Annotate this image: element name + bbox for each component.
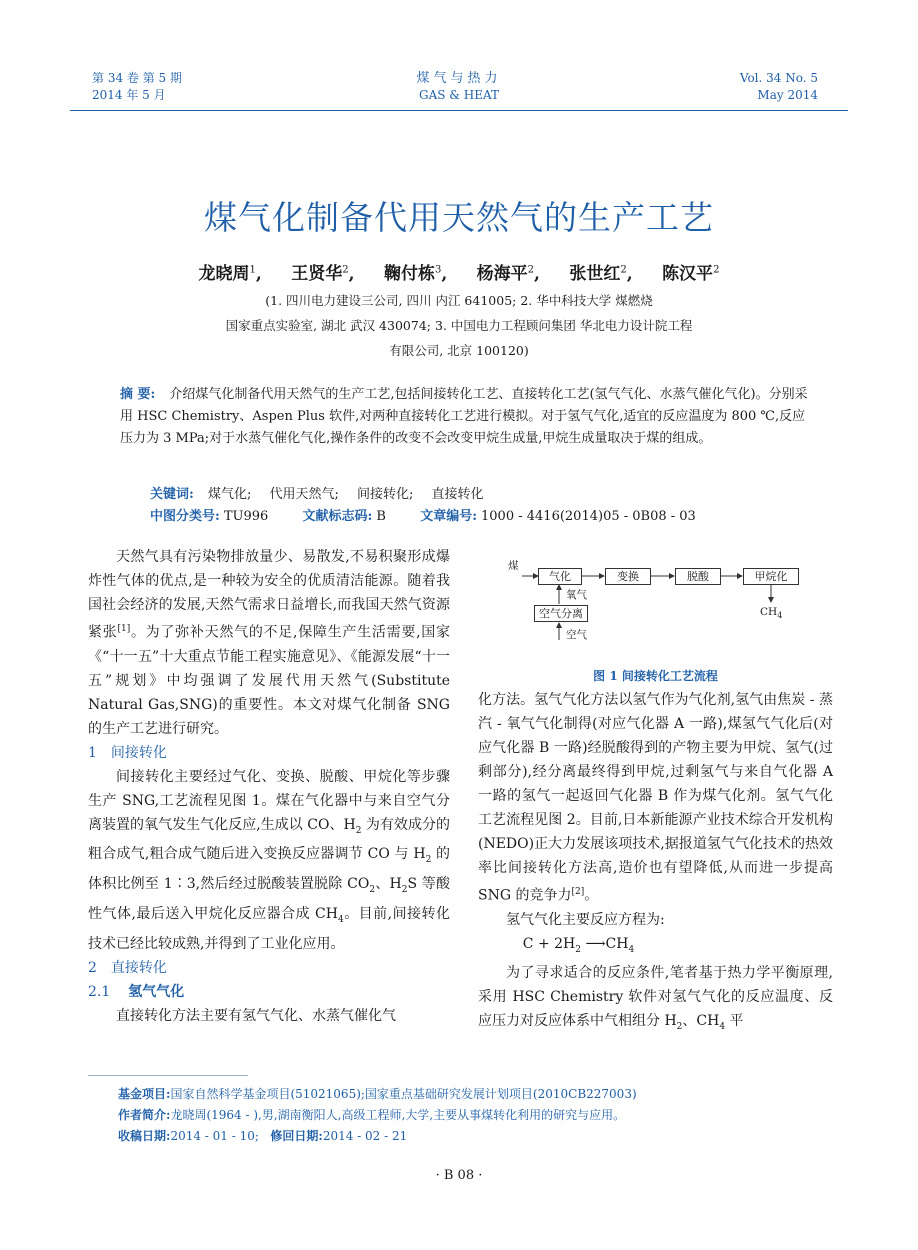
direct-paragraph: 直接转化方法主要有氢气气化、水蒸气催化气	[116, 1007, 396, 1024]
section-heading: 2 直接转化	[88, 959, 167, 976]
author: 鞠付栋$^3$,	[383, 263, 448, 284]
page-number: · B 08 ·	[435, 1168, 483, 1183]
keyword: 代用天然气;	[269, 487, 339, 502]
journal-issue	[92, 70, 182, 104]
hydrogen-gasification-paragraph: 化方法。氢气气化方法以氢气作为气化剂,氢气由焦炭 - 蒸汽 - 氧气气化制得(对应气化器 A 一路),煤氢气气化后(对应气化器 B 一路)经脱酸得到的产物主要为甲烷、氢气(过剩部分),经分离最终得到甲烷,过剩氢气与来自气化器 A 一路的氢气一起返回气化器 B 作为煤气化剂。氢气气化工艺流程见图 2。目前,日本新能源产业技术综合开发机构(NEDO)正大力发展该项技术,据报道氢气气化技术的热效率比间接转化方法高,造价也有望降低,从而进一步提高 SNG 的竞争力[2]。	[478, 692, 833, 904]
abstract-label: 摘 要:	[120, 387, 156, 402]
clc-label: 中图分类号:	[150, 509, 220, 524]
author-list	[0, 256, 918, 288]
journal-name-cn: 煤气与热力	[416, 71, 502, 86]
article-number-value: 1000 - 4416(2014)05 - 0B08 - 03	[481, 509, 696, 524]
volume-issue-en: Vol. 34 No. 5	[739, 71, 818, 85]
doc-code-label: 文献标志码:	[302, 509, 373, 524]
affiliation-line: (1. 四川电力建设三公司, 四川 内江 641005; 2. 华中科技大学 煤燃烧	[265, 293, 653, 308]
conditions-paragraph: 为了寻求适合的反应条件,笔者基于热力学平衡原理,采用 HSC Chemistry 软件对氢气气化的反应温度、反应压力对反应体系中气相组分 $H_2$、$CH_4$ 平	[478, 965, 833, 1033]
keyword: 煤气化;	[207, 487, 252, 502]
affiliation-line: 国家重点实验室, 湖北 武汉 430074; 3. 中国电力工程顾问集团 华北电力设计院工程	[225, 318, 693, 333]
keywords	[150, 484, 498, 506]
shift-box: 变换	[605, 568, 651, 585]
methanation-box: 甲烷化	[743, 568, 799, 585]
funding-note: 基金项目:国家自然科学基金项目(51021065);国家重点基础研究发展计划项目(2010CB227003)	[118, 1087, 637, 1101]
keyword: 间接转化;	[357, 487, 414, 502]
affiliations	[150, 288, 768, 363]
author: 杨海平$^2$,	[476, 263, 540, 284]
oxygen-label: 氧气	[566, 589, 587, 601]
issue-date-en: May 2014	[757, 88, 818, 102]
right-column	[478, 688, 833, 1039]
issue-date: 2014 年 5 月	[92, 88, 166, 102]
journal-name-en: GAS & HEAT	[418, 88, 500, 102]
gasifier-box: 气化	[538, 568, 582, 585]
figure-caption: 图 1 间接转化工艺流程	[593, 669, 718, 683]
keyword: 直接转化	[431, 487, 484, 502]
dates-note: 收稿日期:2014 - 01 - 10; 修回日期:2014 - 02 - 21	[118, 1129, 408, 1143]
left-column	[88, 545, 450, 1028]
article-number-label: 文章编号:	[420, 509, 478, 524]
intro-paragraph: 天然气具有污染物排放量少、易散发,不易积聚形成爆炸性气体的优点,是一种较为安全的优质清洁能源。随着我国社会经济的发展,天然气需求日益增长,而我国天然气资源紧张[1]。为了弥补天然气的不足,保障生产生活需要,国家《“十一五”十大重点节能工程实施意见》、《能源发展“十一五”规划》中均强调了发展代用天然气(Substitute Natural Gas,SNG)的重要性。本文对煤气化制备 SNG 的生产工艺进行研究。	[88, 549, 450, 737]
air-separation-box: 空气分离	[534, 605, 588, 622]
section-heading: 1 间接转化	[88, 744, 167, 761]
header-divider	[70, 110, 848, 111]
air-label: 空气	[566, 629, 587, 641]
affiliation-line: 有限公司, 北京 100120)	[389, 343, 529, 358]
keywords-label: 关键词:	[150, 487, 194, 502]
journal-name	[359, 70, 559, 104]
footnote-divider	[88, 1075, 248, 1076]
clc-value: TU996	[223, 509, 269, 524]
reaction-equation: $C + 2H_2$ $⟶CH_4$	[522, 935, 635, 955]
paper-title: 煤气化制备代用天然气的生产工艺	[204, 198, 714, 237]
methane-output-label: $CH_4$	[760, 606, 783, 621]
author: 陈汉平$^2$	[662, 263, 720, 284]
footnotes	[118, 1084, 637, 1147]
author: 张世红$^2$,	[569, 263, 633, 284]
author: 王贤华$^2$,	[291, 263, 355, 284]
journal-issue-en	[740, 70, 818, 104]
subsection-heading: 2.1 氢气气化	[88, 983, 185, 1000]
abstract-text: 介绍煤气化制备代用天然气的生产工艺,包括间接转化工艺、直接转化工艺(氢气气化、水蒸气催化气化)。分别采用 HSC Chemistry、Aspen Plus 软件,对两种直接转化工艺进行模拟。对于氢气气化,适宜的反应温度为 800 ℃,反应压力为 3 MPa;对于水蒸气催化气化,操作条件的改变不会改变甲烷生成量,甲烷生成量取决于煤的组成。	[120, 387, 808, 446]
process-flow-figure	[508, 556, 813, 676]
doc-code-value: B	[376, 509, 386, 524]
author-bio-note: 作者简介:龙晓周(1964 - ),男,湖南衡阳人,高级工程师,大学,主要从事煤转化利用的研究与应用。	[118, 1108, 626, 1122]
volume-issue: 第 34 卷 第 5 期	[92, 71, 182, 85]
abstract	[120, 384, 810, 450]
classification-line	[150, 506, 696, 528]
author: 龙晓周$^1$,	[198, 263, 262, 284]
indirect-paragraph: 间接转化主要经过气化、变换、脱酸、甲烷化等步骤生产 SNG,工艺流程见图 1。煤在气化器中与来自空气分离装置的氧气发生气化反应,生成以 CO、$H_2$ 为有效成分的粗合成气,粗合成气随后进入变换反应器调节 CO 与 $H_2$ 的体积比例至 1∶3,然后经过脱酸装置脱除 $CO_2$、$H_2S$ 等酸性气体,最后送入甲烷化反应器合成 $CH_4$。目前,间接转化技术已经比较成熟,并得到了工业化应用。	[88, 768, 451, 952]
reaction-intro: 氢气气化主要反应方程为:	[506, 911, 665, 928]
deacid-box: 脱酸	[675, 568, 721, 585]
coal-input-label: 煤	[508, 560, 519, 572]
